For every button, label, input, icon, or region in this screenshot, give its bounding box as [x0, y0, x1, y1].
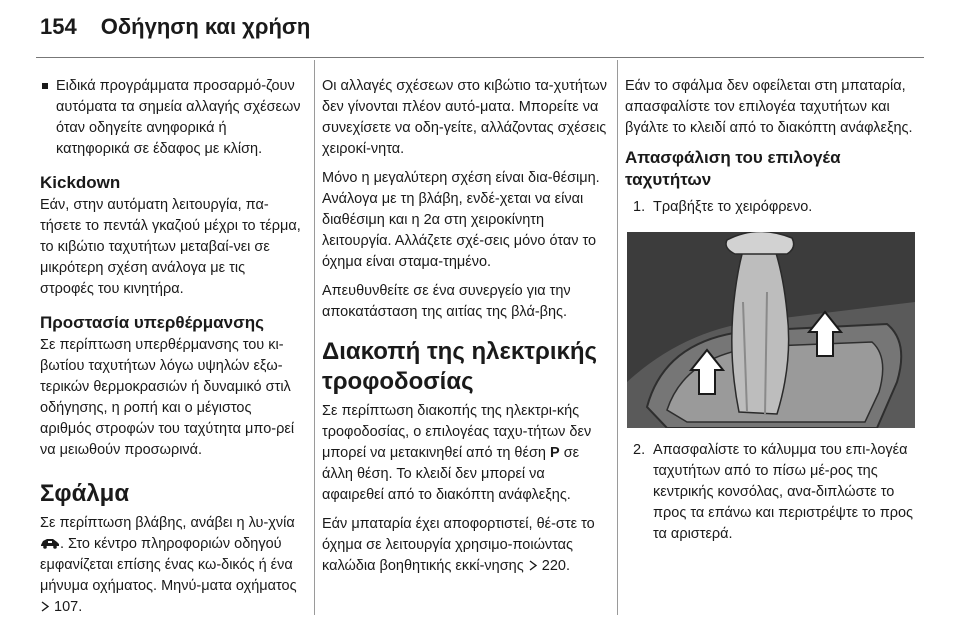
paragraph: Οι αλλαγές σχέσεων στο κιβώτιο τα-χυτήτων δεν γίνονται πλέον αυτό-ματα. Μπορείτε να συνεχίσετε να οδη-γείτε, αλλάζοντας σχέσεις χειροκί-νητα. — [322, 78, 608, 157]
column-divider — [617, 60, 618, 615]
step-text: Απασφαλίστε το κάλυμμα του επι-λογέα ταχυτήτων από το πίσω μέ-ρος της κεντρικής κονσόλας, ανα-διπλώστε το προς τα επάνω και περιστρέψτε το προς τα αριστερά. — [653, 442, 914, 542]
fault-text-1: Σε περίπτωση βλάβης, ανάβει η λυ-χνία — [40, 515, 295, 531]
overheat-heading: Προστασία υπερθέρμανσης — [40, 313, 264, 332]
paragraph-text: Σε περίπτωση διακοπής της ηλεκτρι-κής τροφοδοσίας, ο επιλογέας ταχυ-τήτων δεν μπορεί να μετακινηθεί από τη θέση — [322, 403, 592, 461]
steps-list — [625, 440, 925, 545]
reference-arrow-icon — [40, 601, 50, 612]
list-item — [625, 440, 925, 545]
column-left — [40, 70, 302, 626]
gear-selector-drawing — [627, 232, 915, 428]
selector-release-heading: Απασφάλιση του επιλογέα ταχυτήτων — [625, 148, 841, 189]
paragraph: Απευθυνθείτε σε ένα συνεργείο για την αποκατάσταση της αιτίας της βλά-βης. — [322, 283, 571, 320]
paragraph-text: σε άλλη θέση. Το κλειδί δεν μπορεί να αφαιρεθεί από το διακόπτη ανάφλεξης. — [322, 445, 580, 503]
power-interruption-heading: Διακοπή της ηλεκτρικής τροφοδοσίας — [322, 338, 598, 395]
position-p-label: P — [550, 445, 560, 461]
column-right — [625, 70, 925, 553]
column-middle — [322, 70, 608, 585]
column-divider — [314, 60, 315, 615]
page-number: 154 — [40, 14, 77, 39]
fault-heading: Σφάλμα — [40, 480, 130, 507]
header-rule — [36, 57, 924, 58]
fault-text-2: . Στο κέντρο πληροφοριών οδηγού εμφανίζεται επίσης ένας κω-δικός ή ένα μήνυμα οχήματος. Μηνύ-ματα οχήματος — [40, 536, 297, 594]
bullet-icon — [42, 83, 48, 89]
overheat-paragraph: Σε περίπτωση υπερθέρμανσης του κι-βωτίου ταχυτήτων λόγω υψηλών εξω-τερικών θερμοκρασιών ή δυναμικό στιλ οδήγησης, η ροπή και ο μέγιστος αριθμός στροφών του ταχύτητα μπο-ρεί να μειωθούν προσωρινά. — [40, 337, 295, 458]
paragraph-text: Εάν μπαταρία έχει αποφορτιστεί, θέ-στε το όχημα σε λειτουργία χρησιμο-ποιώντας καλώδια βοηθητικής εκκί-νησης — [322, 516, 595, 574]
gear-selector-illustration — [627, 232, 915, 428]
fault-paragraph — [40, 513, 302, 618]
list-item — [40, 76, 302, 160]
kickdown-heading: Kickdown — [40, 173, 121, 192]
jump-start-reference-link[interactable]: 220. — [541, 558, 571, 574]
kickdown-paragraph: Εάν, στην αυτόματη λειτουργία, πα-τήσετε το πεντάλ γκαζιού μέχρι το τέρμα, το κιβώτιο ταχυτήτων μεταβαί-νει σε μικρότερη σχέση ανάλογα με τις στροφές του κινητήρα. — [40, 197, 301, 297]
reference-arrow-icon — [528, 560, 538, 571]
fault-reference-link[interactable]: 107. — [54, 599, 83, 615]
step-number: 2. — [633, 442, 646, 458]
page-title: Οδήγηση και χρήση — [100, 14, 311, 39]
list-item — [625, 197, 925, 218]
transmission-fault-car-icon — [40, 537, 60, 549]
step-text: Τραβήξτε το χειρόφρενο. — [653, 199, 813, 215]
paragraph: Εάν το σφάλμα δεν οφείλεται στη μπαταρία, απασφαλίστε τον επιλογέα ταχυτήτων και βγάλτε το κλειδί από το διακόπτη ανάφλεξης. — [625, 78, 913, 136]
step-number: 1. — [633, 199, 646, 215]
steps-list — [625, 197, 925, 218]
paragraph — [322, 514, 608, 577]
paragraph — [322, 401, 608, 506]
paragraph: Μόνο η μεγαλύτερη σχέση είναι δια-θέσιμη. Ανάλογα με τη βλάβη, ενδέ-χεται να είναι διαθέσιμη και η 2α στη χειροκίνητη λειτουργία. Αλλάζετε σχέ-σεις μόνο όταν το όχημα είναι σταμα-τημένο. — [322, 170, 600, 270]
bullet-text: Ειδικά προγράμματα προσαρμό-ζουν αυτόματα τα σημεία αλλαγής σχέσεων όταν οδηγείτε ανηφορικά ή κατηφορικά σε έδαφος με κλίση. — [56, 78, 301, 157]
page-header — [40, 14, 310, 48]
